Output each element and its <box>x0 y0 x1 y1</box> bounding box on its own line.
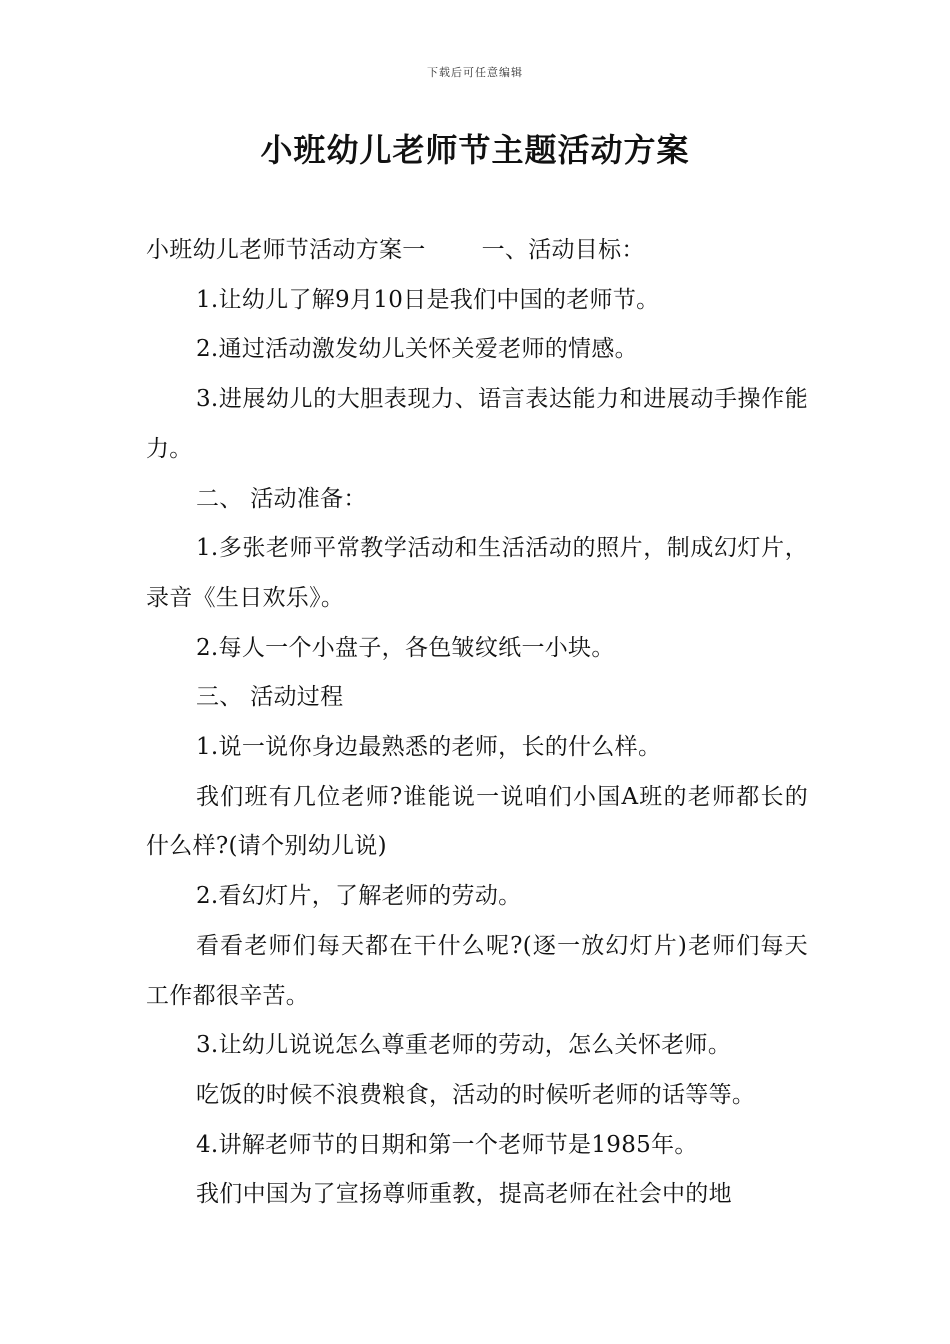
process-step-3: 3.让幼儿说说怎么尊重老师的劳动，怎么关怀老师。 <box>196 1032 732 1059</box>
process-step-3-detail: 吃饭的时候不浪费粮食，活动的时候听老师的话等等。 <box>196 1081 756 1108</box>
preparation-item-1: 1.多张老师平常教学活动和生活活动的照片，制成幻灯片，录音《生日欢乐》。 <box>146 535 808 611</box>
goal-item-1: 1.让幼儿了解9月10日是我们中国的老师节。 <box>196 286 660 313</box>
process-step-2-detail: 看看老师们每天都在干什么呢?(逐一放幻灯片)老师们每天工作都很辛苦。 <box>146 932 808 1009</box>
section-heading-process: 三、 活动过程 <box>196 684 344 711</box>
document-body <box>146 226 808 1220</box>
header-note: 下载后可任意编辑 <box>427 66 523 79</box>
process-step-4: 4.讲解老师节的日期和第一个老师节是1985年。 <box>196 1131 698 1158</box>
intro-plan-name: 小班幼儿老师节活动方案一 <box>146 237 426 263</box>
process-step-1-detail: 我们班有几位老师?谁能说一说咱们小国A班的老师都长的什么样?(请个别幼儿说) <box>146 783 808 860</box>
goal-item-2: 2.通过活动激发幼儿关怀关爱老师的情感。 <box>196 336 638 363</box>
intro-section-heading: 一、活动目标： <box>481 237 645 263</box>
process-step-4-detail: 我们中国为了宣扬尊师重教，提高老师在社会中的地 <box>196 1181 732 1208</box>
document-title: 小班幼儿老师节主题活动方案 <box>260 131 690 169</box>
intro-line <box>146 226 808 276</box>
process-step-2: 2.看幻灯片，了解老师的劳动。 <box>196 883 522 910</box>
process-step-1: 1.说一说你身边最熟悉的老师，长的什么样。 <box>196 734 662 761</box>
preparation-item-2: 2.每人一个小盘子，各色皱纹纸一小块。 <box>196 634 615 661</box>
section-heading-preparation: 二、 活动准备： <box>196 485 367 512</box>
goal-item-3: 3.进展幼儿的大胆表现力、语言表达能力和进展动手操作能力。 <box>146 386 808 462</box>
